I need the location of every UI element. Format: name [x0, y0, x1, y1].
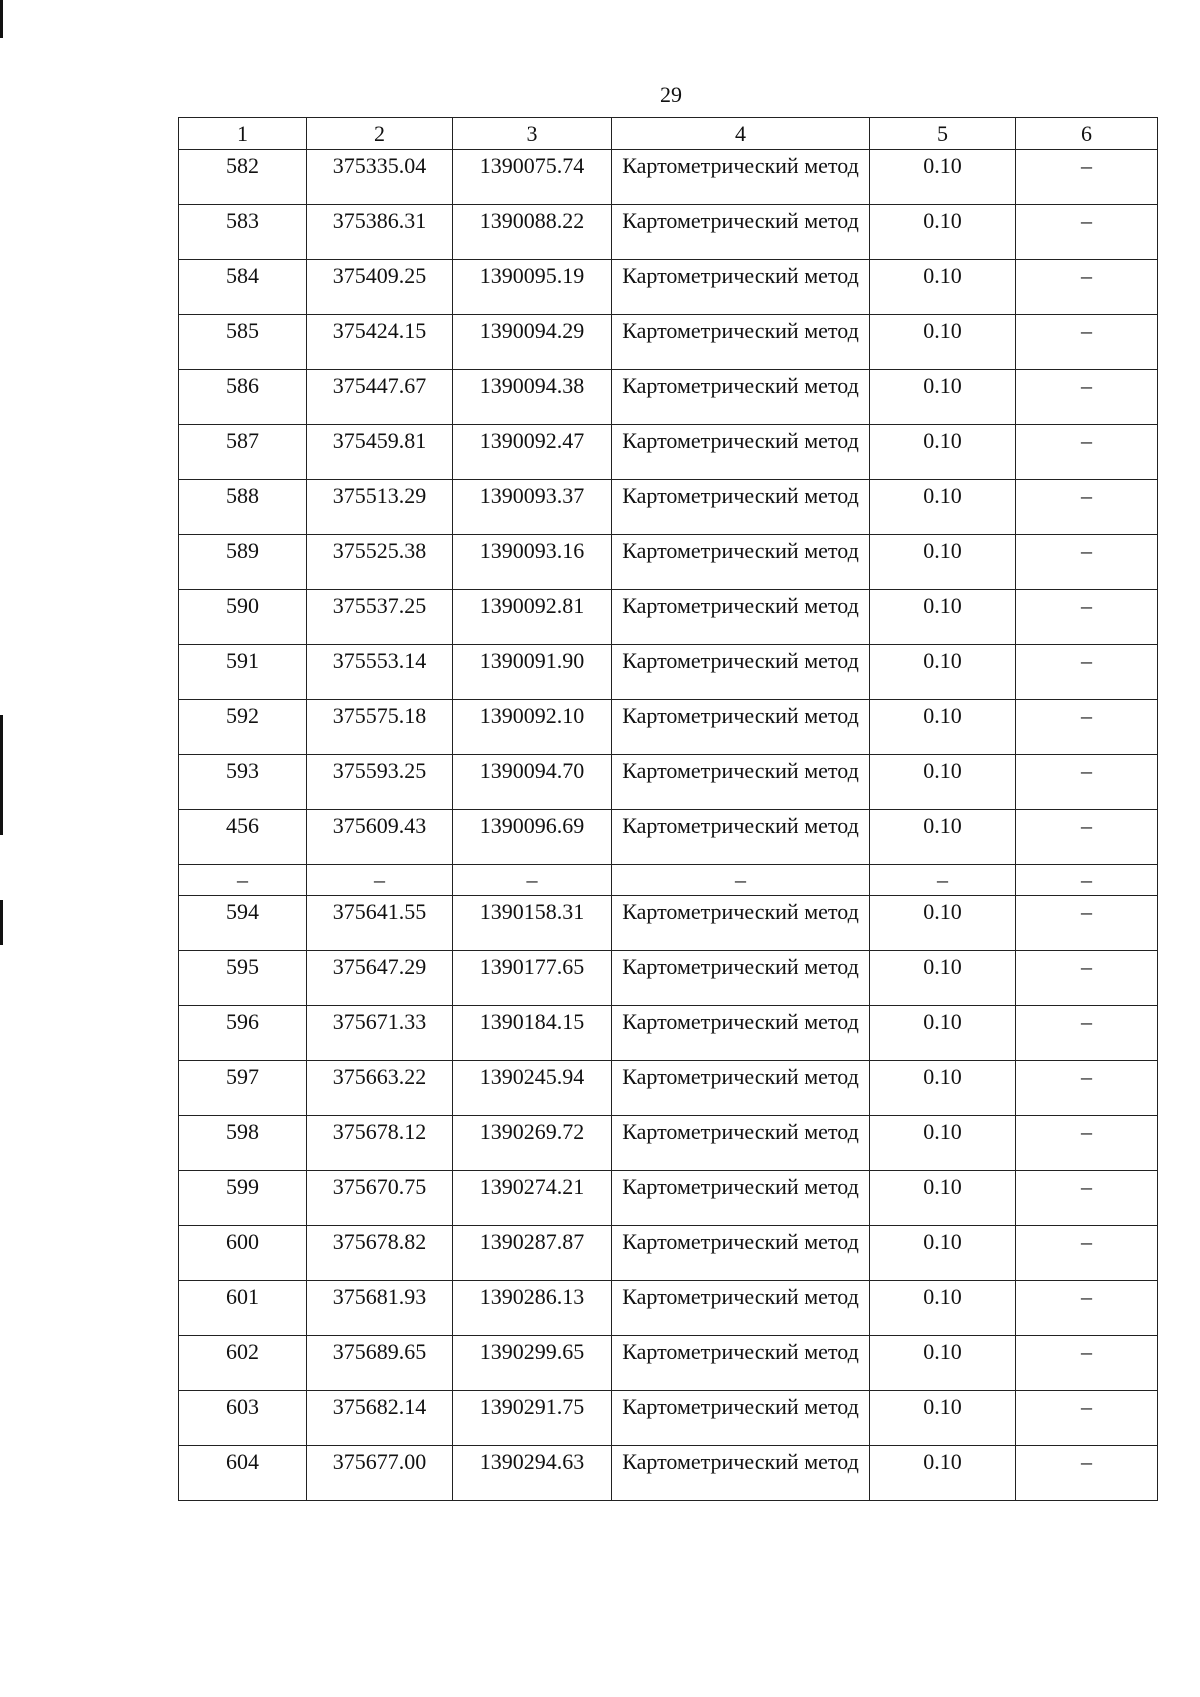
y-coordinate-cell: 1390177.65 — [453, 951, 612, 1006]
accuracy-cell: 0.10 — [870, 1171, 1016, 1226]
x-coordinate-cell: 375671.33 — [307, 1006, 453, 1061]
note-cell: – — [1016, 425, 1158, 480]
point-number-cell: 594 — [179, 896, 307, 951]
x-coordinate-cell: 375553.14 — [307, 645, 453, 700]
y-coordinate-cell: 1390093.16 — [453, 535, 612, 590]
point-number-cell: 598 — [179, 1116, 307, 1171]
y-coordinate-cell: 1390091.90 — [453, 645, 612, 700]
point-number-cell: 593 — [179, 755, 307, 810]
header-cell: 2 — [307, 118, 453, 150]
point-number-cell: 599 — [179, 1171, 307, 1226]
method-cell: Картометрический метод — [612, 370, 870, 425]
x-coordinate-cell: 375677.00 — [307, 1446, 453, 1501]
point-number-cell: 600 — [179, 1226, 307, 1281]
table-row — [179, 810, 1158, 865]
note-cell: – — [1016, 535, 1158, 590]
point-number-cell: – — [179, 865, 307, 896]
note-cell: – — [1016, 951, 1158, 1006]
note-cell: – — [1016, 810, 1158, 865]
y-coordinate-cell: 1390269.72 — [453, 1116, 612, 1171]
header-cell: 6 — [1016, 118, 1158, 150]
accuracy-cell: 0.10 — [870, 951, 1016, 1006]
accuracy-cell: 0.10 — [870, 315, 1016, 370]
x-coordinate-cell: 375409.25 — [307, 260, 453, 315]
accuracy-cell: 0.10 — [870, 260, 1016, 315]
point-number-cell: 601 — [179, 1281, 307, 1336]
accuracy-cell: 0.10 — [870, 896, 1016, 951]
table-header-row — [179, 118, 1158, 150]
table-row — [179, 1281, 1158, 1336]
table-row — [179, 1391, 1158, 1446]
method-cell: Картометрический метод — [612, 645, 870, 700]
point-number-cell: 604 — [179, 1446, 307, 1501]
table-row — [179, 1116, 1158, 1171]
x-coordinate-cell: 375513.29 — [307, 480, 453, 535]
x-coordinate-cell: 375525.38 — [307, 535, 453, 590]
y-coordinate-cell: 1390291.75 — [453, 1391, 612, 1446]
table-row — [179, 205, 1158, 260]
method-cell: Картометрический метод — [612, 810, 870, 865]
table-separator-row — [179, 865, 1158, 896]
table-row — [179, 645, 1158, 700]
table-row — [179, 1171, 1158, 1226]
table-row — [179, 1061, 1158, 1116]
y-coordinate-cell: 1390092.47 — [453, 425, 612, 480]
y-coordinate-cell: 1390287.87 — [453, 1226, 612, 1281]
point-number-cell: 602 — [179, 1336, 307, 1391]
header-cell: 3 — [453, 118, 612, 150]
note-cell: – — [1016, 865, 1158, 896]
point-number-cell: 589 — [179, 535, 307, 590]
accuracy-cell: 0.10 — [870, 1336, 1016, 1391]
note-cell: – — [1016, 590, 1158, 645]
note-cell: – — [1016, 205, 1158, 260]
table-row — [179, 535, 1158, 590]
x-coordinate-cell: 375593.25 — [307, 755, 453, 810]
accuracy-cell: 0.10 — [870, 150, 1016, 205]
y-coordinate-cell: 1390075.74 — [453, 150, 612, 205]
accuracy-cell: – — [870, 865, 1016, 896]
y-coordinate-cell: 1390092.81 — [453, 590, 612, 645]
method-cell: Картометрический метод — [612, 205, 870, 260]
note-cell: – — [1016, 1336, 1158, 1391]
accuracy-cell: 0.10 — [870, 700, 1016, 755]
accuracy-cell: 0.10 — [870, 645, 1016, 700]
table-row — [179, 896, 1158, 951]
y-coordinate-cell: 1390092.10 — [453, 700, 612, 755]
method-cell: Картометрический метод — [612, 1226, 870, 1281]
accuracy-cell: 0.10 — [870, 1116, 1016, 1171]
point-number-cell: 592 — [179, 700, 307, 755]
accuracy-cell: 0.10 — [870, 1006, 1016, 1061]
method-cell: Картометрический метод — [612, 480, 870, 535]
x-coordinate-cell: 375537.25 — [307, 590, 453, 645]
note-cell: – — [1016, 1391, 1158, 1446]
point-number-cell: 591 — [179, 645, 307, 700]
method-cell: Картометрический метод — [612, 590, 870, 645]
point-number-cell: 590 — [179, 590, 307, 645]
table-row — [179, 1336, 1158, 1391]
accuracy-cell: 0.10 — [870, 1446, 1016, 1501]
x-coordinate-cell: 375609.43 — [307, 810, 453, 865]
note-cell: – — [1016, 1226, 1158, 1281]
point-number-cell: 595 — [179, 951, 307, 1006]
method-cell: Картометрический метод — [612, 755, 870, 810]
accuracy-cell: 0.10 — [870, 590, 1016, 645]
y-coordinate-cell: 1390094.70 — [453, 755, 612, 810]
table-row — [179, 150, 1158, 205]
x-coordinate-cell: 375575.18 — [307, 700, 453, 755]
method-cell: Картометрический метод — [612, 1391, 870, 1446]
y-coordinate-cell: 1390094.29 — [453, 315, 612, 370]
method-cell: Картометрический метод — [612, 1171, 870, 1226]
x-coordinate-cell: 375678.82 — [307, 1226, 453, 1281]
y-coordinate-cell: 1390274.21 — [453, 1171, 612, 1226]
point-number-cell: 588 — [179, 480, 307, 535]
note-cell: – — [1016, 645, 1158, 700]
x-coordinate-cell: 375641.55 — [307, 896, 453, 951]
note-cell: – — [1016, 1116, 1158, 1171]
note-cell: – — [1016, 755, 1158, 810]
method-cell: Картометрический метод — [612, 1116, 870, 1171]
method-cell: Картометрический метод — [612, 425, 870, 480]
accuracy-cell: 0.10 — [870, 480, 1016, 535]
x-coordinate-cell: 375678.12 — [307, 1116, 453, 1171]
header-cell: 1 — [179, 118, 307, 150]
x-coordinate-cell: 375335.04 — [307, 150, 453, 205]
note-cell: – — [1016, 1061, 1158, 1116]
accuracy-cell: 0.10 — [870, 810, 1016, 865]
y-coordinate-cell: 1390245.94 — [453, 1061, 612, 1116]
note-cell: – — [1016, 1446, 1158, 1501]
page-number: 29 — [660, 82, 682, 107]
note-cell: – — [1016, 480, 1158, 535]
note-cell: – — [1016, 150, 1158, 205]
note-cell: – — [1016, 260, 1158, 315]
method-cell: Картометрический метод — [612, 951, 870, 1006]
point-number-cell: 596 — [179, 1006, 307, 1061]
point-number-cell: 582 — [179, 150, 307, 205]
note-cell: – — [1016, 896, 1158, 951]
method-cell: – — [612, 865, 870, 896]
x-coordinate-cell: 375682.14 — [307, 1391, 453, 1446]
point-number-cell: 586 — [179, 370, 307, 425]
accuracy-cell: 0.10 — [870, 370, 1016, 425]
method-cell: Картометрический метод — [612, 315, 870, 370]
y-coordinate-cell: 1390184.15 — [453, 1006, 612, 1061]
scan-margin-mark-top — [0, 0, 3, 38]
table-row — [179, 951, 1158, 1006]
accuracy-cell: 0.10 — [870, 205, 1016, 260]
accuracy-cell: 0.10 — [870, 1226, 1016, 1281]
x-coordinate-cell: 375647.29 — [307, 951, 453, 1006]
y-coordinate-cell: – — [453, 865, 612, 896]
point-number-cell: 587 — [179, 425, 307, 480]
note-cell: – — [1016, 700, 1158, 755]
table-row — [179, 260, 1158, 315]
point-number-cell: 584 — [179, 260, 307, 315]
y-coordinate-cell: 1390299.65 — [453, 1336, 612, 1391]
method-cell: Картометрический метод — [612, 535, 870, 590]
note-cell: – — [1016, 1281, 1158, 1336]
y-coordinate-cell: 1390095.19 — [453, 260, 612, 315]
note-cell: – — [1016, 315, 1158, 370]
point-number-cell: 585 — [179, 315, 307, 370]
method-cell: Картометрический метод — [612, 1006, 870, 1061]
table-row — [179, 370, 1158, 425]
y-coordinate-cell: 1390088.22 — [453, 205, 612, 260]
point-number-cell: 583 — [179, 205, 307, 260]
table-row — [179, 590, 1158, 645]
y-coordinate-cell: 1390093.37 — [453, 480, 612, 535]
y-coordinate-cell: 1390094.38 — [453, 370, 612, 425]
note-cell: – — [1016, 370, 1158, 425]
x-coordinate-cell: – — [307, 865, 453, 896]
note-cell: – — [1016, 1171, 1158, 1226]
accuracy-cell: 0.10 — [870, 755, 1016, 810]
accuracy-cell: 0.10 — [870, 535, 1016, 590]
y-coordinate-cell: 1390158.31 — [453, 896, 612, 951]
accuracy-cell: 0.10 — [870, 1061, 1016, 1116]
table-row — [179, 1446, 1158, 1501]
x-coordinate-cell: 375670.75 — [307, 1171, 453, 1226]
x-coordinate-cell: 375447.67 — [307, 370, 453, 425]
header-cell: 5 — [870, 118, 1016, 150]
header-cell: 4 — [612, 118, 870, 150]
y-coordinate-cell: 1390096.69 — [453, 810, 612, 865]
table-row — [179, 315, 1158, 370]
accuracy-cell: 0.10 — [870, 425, 1016, 480]
point-number-cell: 597 — [179, 1061, 307, 1116]
method-cell: Картометрический метод — [612, 896, 870, 951]
table-row — [179, 480, 1158, 535]
x-coordinate-cell: 375663.22 — [307, 1061, 453, 1116]
table-row — [179, 1006, 1158, 1061]
y-coordinate-cell: 1390294.63 — [453, 1446, 612, 1501]
method-cell: Картометрический метод — [612, 260, 870, 315]
coordinates-table — [178, 117, 1158, 1501]
method-cell: Картометрический метод — [612, 1446, 870, 1501]
scan-margin-mark-lower — [0, 900, 3, 945]
x-coordinate-cell: 375386.31 — [307, 205, 453, 260]
method-cell: Картометрический метод — [612, 1061, 870, 1116]
y-coordinate-cell: 1390286.13 — [453, 1281, 612, 1336]
table-row — [179, 700, 1158, 755]
table-row — [179, 425, 1158, 480]
x-coordinate-cell: 375681.93 — [307, 1281, 453, 1336]
scan-margin-mark-middle — [0, 715, 3, 835]
accuracy-cell: 0.10 — [870, 1391, 1016, 1446]
point-number-cell: 456 — [179, 810, 307, 865]
x-coordinate-cell: 375689.65 — [307, 1336, 453, 1391]
method-cell: Картометрический метод — [612, 700, 870, 755]
x-coordinate-cell: 375424.15 — [307, 315, 453, 370]
table-row — [179, 1226, 1158, 1281]
table-row — [179, 755, 1158, 810]
point-number-cell: 603 — [179, 1391, 307, 1446]
method-cell: Картометрический метод — [612, 150, 870, 205]
x-coordinate-cell: 375459.81 — [307, 425, 453, 480]
note-cell: – — [1016, 1006, 1158, 1061]
method-cell: Картометрический метод — [612, 1336, 870, 1391]
accuracy-cell: 0.10 — [870, 1281, 1016, 1336]
method-cell: Картометрический метод — [612, 1281, 870, 1336]
